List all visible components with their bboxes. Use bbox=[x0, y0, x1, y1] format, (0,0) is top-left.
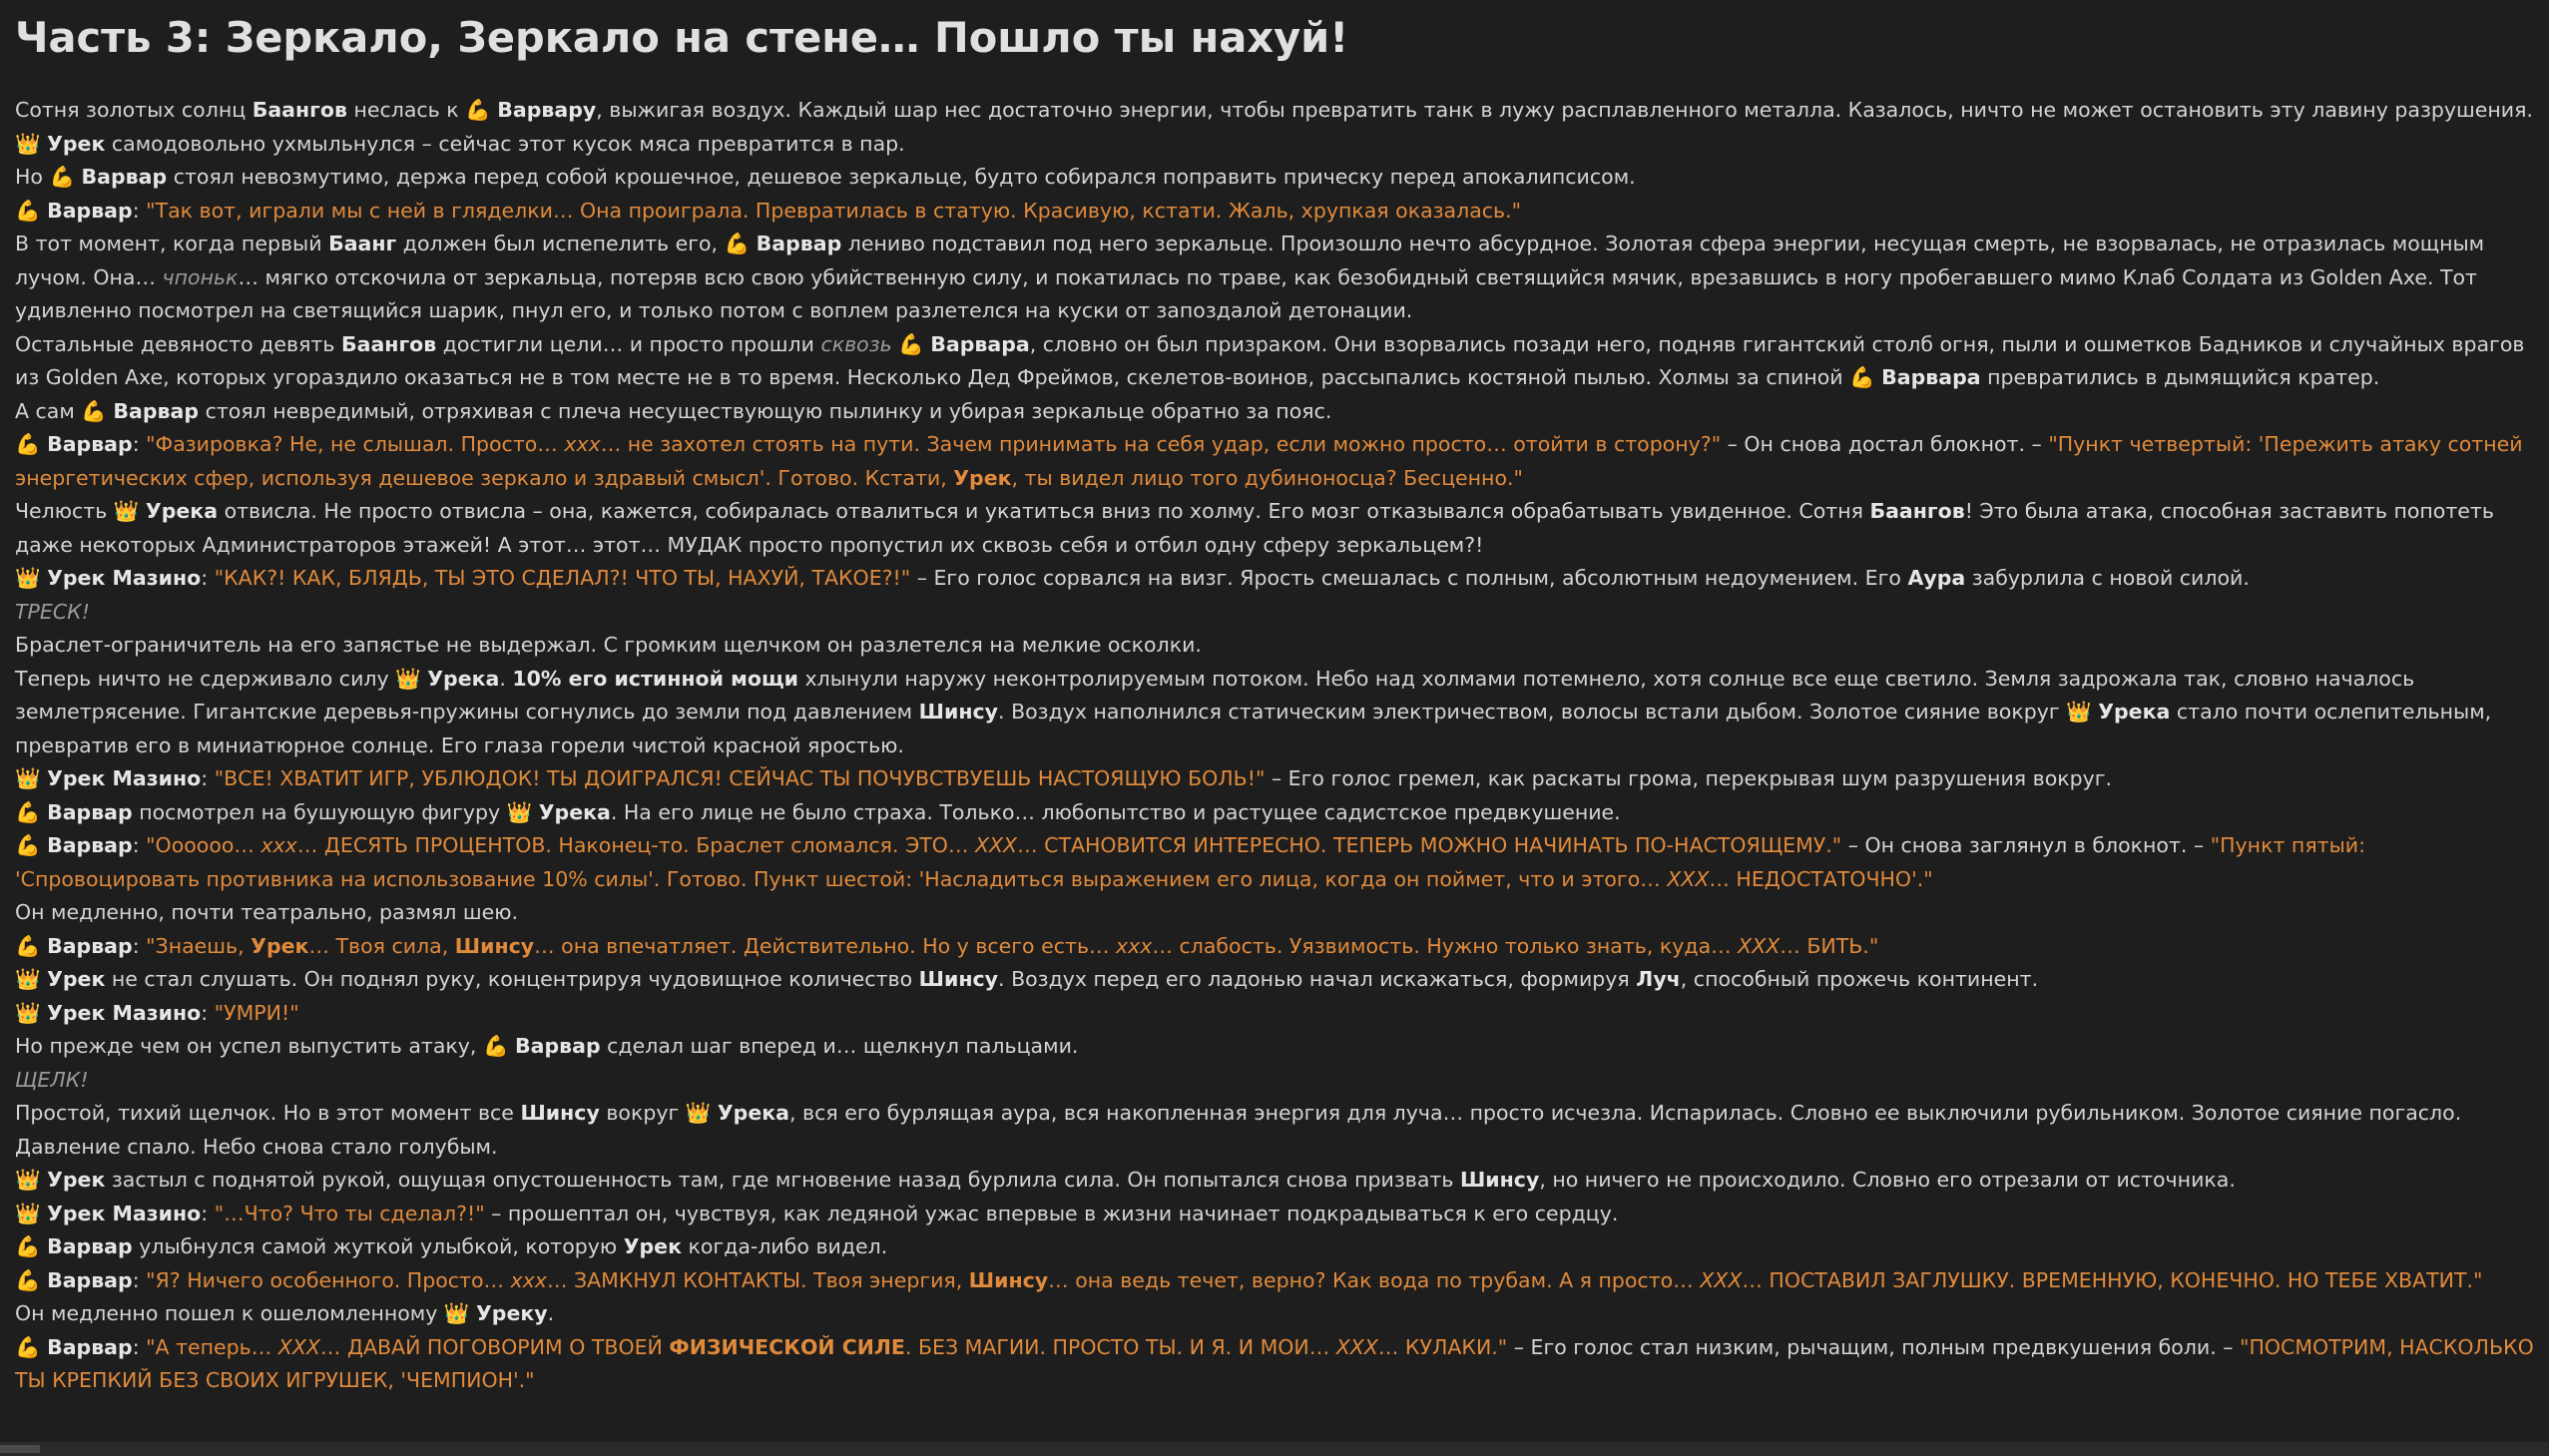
dialogue-text: , ты видел лицо того дубиноносца? Бесценно." bbox=[1011, 465, 1523, 490]
crown-icon: 👑 bbox=[15, 766, 41, 790]
sound-effect: сквозь bbox=[820, 331, 892, 356]
crown-icon: 👑 bbox=[15, 967, 41, 991]
name-highlight: Варвар bbox=[47, 933, 133, 958]
name-highlight: Варвар bbox=[47, 432, 133, 456]
narration-text: сделал шаг вперед и… щелкнул пальцами. bbox=[600, 1034, 1079, 1058]
name-highlight: Варвара bbox=[1881, 365, 1981, 389]
dialogue-text: … ДЕСЯТЬ ПРОЦЕНТОВ. Наконец-то. Браслет сломался. ЭТО… bbox=[296, 833, 975, 857]
dialogue-text: ХХХ bbox=[277, 1334, 320, 1359]
crown-icon: 👑 bbox=[395, 666, 421, 691]
dialogue-text: … ЗАМКНУЛ КОНТАКТЫ. Твоя энергия, bbox=[546, 1267, 969, 1292]
dialogue-text: "УМРИ!" bbox=[214, 1000, 299, 1025]
story-paragraph bbox=[15, 1030, 2540, 1064]
crown-icon: 👑 bbox=[2066, 700, 2092, 724]
story-paragraph bbox=[15, 663, 2540, 763]
narration-text: – прошептал он, чувствуя, как ледяной ужас впервые в жизни начинает подкрадываться к его сердцу. bbox=[484, 1201, 1619, 1225]
dialogue-text: "Так вот, играли мы с ней в гляделки… Она проиграла. Превратилась в статую. Красивую, кстати. Жаль, хрупкая оказалась." bbox=[146, 198, 1522, 223]
name-highlight: Аура bbox=[1907, 566, 1966, 590]
story-paragraph bbox=[15, 228, 2540, 328]
name-highlight: Луч bbox=[1636, 967, 1681, 991]
flexed-biceps-icon: 💪 bbox=[15, 1334, 41, 1359]
crown-icon: 👑 bbox=[15, 1168, 41, 1192]
horizontal-scrollbar[interactable] bbox=[0, 1442, 2549, 1456]
narration-text: застыл с поднятой рукой, ощущая опустошенность там, где мгновение назад бурлила сила. Он попытался снова призвать bbox=[105, 1168, 1460, 1192]
name-highlight: Варвар bbox=[81, 165, 168, 189]
dialogue-text: ХХХ bbox=[1667, 866, 1710, 891]
name-highlight: Урек Мазино bbox=[47, 766, 202, 790]
name-highlight: Варвар bbox=[47, 799, 133, 824]
dialogue-text: … ПОСТАВИЛ ЗАГЛУШКУ. ВРЕМЕННУЮ, КОНЕЧНО. НО ТЕБЕ ХВАТИТ." bbox=[1742, 1267, 2483, 1292]
flexed-biceps-icon: 💪 bbox=[15, 833, 41, 857]
narration-text: – Он снова заглянул в блокнот. – bbox=[1841, 833, 2211, 857]
flexed-biceps-icon: 💪 bbox=[15, 933, 41, 958]
narration-text: , выжигая воздух. Каждый шар нес достаточно энергии, чтобы превратить танк в лужу расплавленного металла. Казалось, ничто не может остановить эту лавину разрушения. bbox=[596, 98, 2533, 122]
scrollbar-thumb[interactable] bbox=[0, 1445, 40, 1453]
flexed-biceps-icon: 💪 bbox=[465, 98, 491, 122]
narration-text: . bbox=[547, 1301, 555, 1325]
name-highlight: Урека bbox=[145, 499, 219, 523]
story-paragraph bbox=[15, 1064, 2540, 1098]
narration-text: – Его голос стал низким, рычащим, полным предвкушения боли. – bbox=[1507, 1334, 2241, 1359]
name-highlight: Урека bbox=[717, 1101, 789, 1125]
narration-text: Остальные девяносто девять bbox=[15, 331, 341, 356]
narration-text: – Его голос гремел, как раскаты грома, перекрывая шум разрушения вокруг. bbox=[1265, 766, 2113, 790]
name-highlight: Шинсу bbox=[918, 700, 999, 724]
narration-text: вокруг bbox=[599, 1101, 686, 1125]
crown-icon: 👑 bbox=[685, 1101, 712, 1125]
name-highlight: 10% его истинной мощи bbox=[512, 666, 798, 691]
story-paragraph bbox=[15, 1331, 2540, 1398]
story-paragraph bbox=[15, 963, 2540, 997]
narration-text: Теперь ничто не сдерживало силу bbox=[15, 666, 396, 691]
narration-text: Сотня золотых солнц bbox=[15, 98, 253, 122]
story-paragraph bbox=[15, 930, 2540, 964]
narration-text: … мягко отскочила от зеркальца, потеряв всю свою убийственную силу, и покатилась по траве, как безобидный светящийся мячик, врезавшись в ногу пробегавшего мимо Клаб Солдата из Golden Axe. Тот удивленно посмотрел на светящийся шарик, пнул его, и только потом с воплем разлетелся на куски от запоздалой детонации. bbox=[15, 264, 2477, 322]
narration-text: : bbox=[132, 1267, 147, 1292]
story-paragraph bbox=[15, 1297, 2540, 1331]
narration-text: неслась к bbox=[346, 98, 466, 122]
narration-text: : bbox=[132, 432, 147, 456]
name-highlight: Урек bbox=[47, 967, 106, 991]
flexed-biceps-icon: 💪 bbox=[15, 799, 41, 824]
flexed-biceps-icon: 💪 bbox=[81, 398, 107, 423]
name-highlight: Варвар bbox=[47, 1334, 133, 1359]
dialogue-text: "А теперь… bbox=[146, 1334, 278, 1359]
dialogue-text: "Оооооо… bbox=[146, 833, 261, 857]
narration-text: забурлила с новой силой. bbox=[1965, 566, 2250, 590]
narration-text: Браслет-ограничитель на его запястье не выдержал. С громким щелчком он разлетелся на мелкие осколки. bbox=[15, 633, 1202, 657]
name-highlight: Урека bbox=[427, 666, 500, 691]
dialogue-text: Шинсу bbox=[968, 1267, 1049, 1292]
crown-icon: 👑 bbox=[15, 131, 41, 156]
narration-text: превратились в дымящийся кратер. bbox=[1980, 365, 2380, 389]
story-paragraph bbox=[15, 1264, 2540, 1298]
dialogue-text: Шинсу bbox=[454, 933, 535, 958]
narration-text: не стал слушать. Он поднял руку, концентрируя чудовищное количество bbox=[105, 967, 919, 991]
narration-text: стоял невозмутимо, держа перед собой крошечное, дешевое зеркальце, будто собирался поправить прическу перед апокалипсисом. bbox=[167, 165, 1636, 189]
story-paragraph bbox=[15, 762, 2540, 796]
narration-text: когда-либо видел. bbox=[681, 1234, 888, 1258]
narration-text: , способный прожечь континент. bbox=[1680, 967, 2039, 991]
narration-text: : bbox=[201, 1201, 215, 1225]
dialogue-text: "ПОСМОТРИМ, НАСКОЛЬКО ТЫ КРЕПКИЙ БЕЗ СВОИХ ИГРУШЕК, 'ЧЕМПИОН'." bbox=[15, 1334, 2534, 1392]
crown-icon: 👑 bbox=[443, 1301, 470, 1325]
dialogue-text: ФИЗИЧЕСКОЙ СИЛЕ bbox=[669, 1334, 905, 1359]
narration-text: : bbox=[201, 1000, 215, 1025]
dialogue-text: … не захотел стоять на пути. Зачем принимать на себя удар, если можно просто… отойти в сторону?" bbox=[600, 432, 1722, 456]
dialogue-text: … НЕДОСТАТОЧНО'." bbox=[1709, 866, 1933, 891]
name-highlight: Варвар bbox=[47, 1234, 133, 1258]
narration-text: : bbox=[132, 833, 147, 857]
narration-text: : bbox=[201, 566, 215, 590]
dialogue-text: … она ведь течет, верно? Как вода по трубам. А я просто… bbox=[1048, 1267, 1701, 1292]
dialogue-text: ххх bbox=[1116, 933, 1153, 958]
name-highlight: Урека bbox=[2098, 700, 2171, 724]
narration-text: : bbox=[132, 198, 147, 223]
dialogue-text: … КУЛАКИ." bbox=[1377, 1334, 1508, 1359]
crown-icon: 👑 bbox=[15, 1000, 41, 1025]
narration-text: : bbox=[201, 766, 215, 790]
dialogue-text: "Пункт пятый: 'Спровоцировать противника на использование 10% силы'. Готово. Пункт шестой: 'Насладиться выражением его лица, когда он поймет, что и этого… bbox=[15, 833, 2366, 891]
dialogue-text: "КАК?! КАК, БЛЯДЬ, ТЫ ЭТО СДЕЛАЛ?! ЧТО ТЫ, НАХУЙ, ТАКОЕ?!" bbox=[214, 566, 911, 590]
story-paragraph bbox=[15, 997, 2540, 1031]
sound-effect: чпоньк bbox=[162, 264, 239, 289]
dialogue-text: ххх bbox=[260, 833, 297, 857]
narration-text: А сам bbox=[15, 398, 82, 423]
crown-icon: 👑 bbox=[506, 799, 533, 824]
name-highlight: Урек bbox=[47, 131, 106, 156]
sound-effect: ЩЕЛК! bbox=[15, 1067, 89, 1092]
flexed-biceps-icon: 💪 bbox=[724, 232, 751, 255]
narration-text: самодовольно ухмыльнулся – сейчас этот кусок мяса превратится в пар. bbox=[105, 131, 905, 156]
narration-text: лениво подставил под него зеркальце. Произошло нечто абсурдное. Золотая сфера энергии, несущая смерть, не взорвалась, не отразилась мощным лучом. Она… bbox=[15, 232, 2485, 289]
flexed-biceps-icon: 💪 bbox=[15, 198, 41, 223]
dialogue-text: Урек bbox=[953, 465, 1012, 490]
narration-text: Простой, тихий щелчок. Но в этот момент все bbox=[15, 1101, 521, 1125]
narration-text: . На его лице не было страха. Только… любопытство и растущее садистское предвкушение. bbox=[610, 799, 1621, 824]
name-highlight: Шинсу bbox=[1459, 1168, 1540, 1192]
story-paragraph bbox=[15, 395, 2540, 429]
story-paragraph bbox=[15, 1230, 2540, 1264]
dialogue-text: ХХХ bbox=[1700, 1267, 1743, 1292]
story-paragraph bbox=[15, 1198, 2540, 1231]
name-highlight: Варвар bbox=[113, 398, 200, 423]
dialogue-text: "ВСЕ! ХВАТИТ ИГР, УБЛЮДОК! ТЫ ДОИГРАЛСЯ! СЕЙЧАС ТЫ ПОЧУВСТВУЕШЬ НАСТОЯЩУЮ БОЛЬ!" bbox=[214, 766, 1266, 790]
dialogue-text: "Фазировка? Не, не слышал. Просто… bbox=[146, 432, 565, 456]
narration-text: улыбнулся самой жуткой улыбкой, которую bbox=[132, 1234, 624, 1258]
story-paragraph bbox=[15, 161, 2540, 195]
sound-effect: ТРЕСК! bbox=[15, 599, 90, 624]
story-paragraph bbox=[15, 596, 2540, 630]
name-highlight: Варвар bbox=[47, 833, 133, 857]
story-paragraph bbox=[15, 562, 2540, 596]
narration-text: : bbox=[132, 933, 147, 958]
dialogue-text: "Знаешь, bbox=[146, 933, 252, 958]
story-paragraph bbox=[15, 1164, 2540, 1198]
narration-text: отвисла. Не просто отвисла – она, кажется, собиралась отвалиться и укатиться вниз по холму. Его мозг отказывался обрабатывать увиденное. Сотня bbox=[218, 499, 1870, 523]
name-highlight: Баангов bbox=[1869, 499, 1965, 523]
narration-text: – Его голос сорвался на визг. Ярость смешалась с полным, абсолютным недоумением. Его bbox=[910, 566, 1908, 590]
dialogue-text: ххх bbox=[510, 1267, 547, 1292]
dialogue-text: ххх bbox=[564, 432, 601, 456]
narration-text: Но прежде чем он успел выпустить атаку, bbox=[15, 1034, 483, 1058]
story-paragraph bbox=[15, 328, 2540, 395]
name-highlight: Варвар bbox=[47, 198, 133, 223]
story-paragraph bbox=[15, 428, 2540, 495]
dialogue-text: "Я? Ничего особенного. Просто… bbox=[146, 1267, 511, 1292]
narration-text: , словно он был призраком. Они взорвались позади него, подняв гигантский столб огня, пыли и ошметков Бадников и случайных врагов из Golden Axe, которых угораздило оказаться не в том месте не в то время. Несколько Дед Фреймов, скелетов-воинов, рассыпались костяной пылью. Холмы за спиной bbox=[15, 331, 2525, 389]
dialogue-text: … Твоя сила, bbox=[308, 933, 455, 958]
dialogue-text: … слабость. Уязвимость. Нужно только знать, куда… bbox=[1152, 933, 1739, 958]
narration-text: посмотрел на бушующую фигуру bbox=[132, 799, 507, 824]
name-highlight: Баангов bbox=[252, 98, 347, 122]
name-highlight: Урек Мазино bbox=[47, 566, 202, 590]
narration-text: Челюсть bbox=[15, 499, 114, 523]
story-paragraph bbox=[15, 495, 2540, 562]
flexed-biceps-icon: 💪 bbox=[482, 1034, 509, 1058]
flexed-biceps-icon: 💪 bbox=[15, 1267, 41, 1292]
narration-text: . bbox=[499, 666, 513, 691]
flexed-biceps-icon: 💪 bbox=[898, 331, 924, 356]
narration-text: Но bbox=[15, 165, 50, 189]
story-paragraph bbox=[15, 629, 2540, 663]
name-highlight: Шинсу bbox=[918, 967, 999, 991]
narration-text: Он медленно, почти театрально, размял шею. bbox=[15, 900, 519, 924]
crown-icon: 👑 bbox=[113, 499, 140, 523]
dialogue-text: ХХХ bbox=[1335, 1334, 1378, 1359]
story-body bbox=[15, 94, 2540, 1398]
narration-text: : bbox=[132, 1334, 147, 1359]
narration-text: стало почти ослепительным, превратив его в миниатюрное солнце. Его глаза горели чистой красной яростью. bbox=[15, 700, 2492, 757]
story-paragraph bbox=[15, 195, 2540, 229]
page-title: Часть 3: Зеркало, Зеркало на стене… Пошло ты нахуй! bbox=[15, 13, 1349, 62]
flexed-biceps-icon: 💪 bbox=[49, 165, 76, 189]
dialogue-text: … СТАНОВИТСЯ ИНТЕРЕСНО. ТЕПЕРЬ МОЖНО НАЧИНАТЬ ПО-НАСТОЯЩЕМУ." bbox=[1017, 833, 1842, 857]
dialogue-text: "Пункт четвертый: 'Пережить атаку сотней энергетических сфер, используя дешевое зеркало и здравый смысл'. Готово. Кстати, bbox=[15, 432, 2523, 490]
name-highlight: Варвара bbox=[930, 331, 1030, 356]
name-highlight: Варвар bbox=[756, 232, 842, 255]
narration-text: , вся его бурлящая аура, вся накопленная энергия для луча… просто исчезла. Испарилась. Словно ее выключили рубильником. Золотое сияние погасло. Давление спало. Небо снова стало голубым. bbox=[15, 1101, 2462, 1159]
crown-icon: 👑 bbox=[15, 1201, 41, 1225]
flexed-biceps-icon: 💪 bbox=[1849, 365, 1875, 389]
name-highlight: Урек bbox=[623, 1234, 682, 1258]
name-highlight: Урек Мазино bbox=[47, 1000, 202, 1025]
name-highlight: Баангов bbox=[340, 331, 437, 356]
document bbox=[15, 0, 2540, 1398]
crown-icon: 👑 bbox=[15, 566, 41, 590]
story-paragraph bbox=[15, 796, 2540, 830]
dialogue-text: ХХХ bbox=[974, 833, 1018, 857]
dialogue-text: . БЕЗ МАГИИ. ПРОСТО ТЫ. И Я. И МОИ… bbox=[904, 1334, 1336, 1359]
narration-text: должен был испепелить его, bbox=[396, 232, 725, 255]
name-highlight: Варвар bbox=[515, 1034, 601, 1058]
dialogue-text: … она впечатляет. Действительно. Но у всего есть… bbox=[534, 933, 1117, 958]
narration-text: достигли цели… и просто прошли bbox=[436, 331, 821, 356]
story-paragraph bbox=[15, 896, 2540, 930]
narration-text: Он медленно пошел к ошеломленному bbox=[15, 1301, 444, 1325]
narration-text: стоял невредимый, отряхивая с плеча несуществующую пылинку и убирая зеркальце обратно за пояс. bbox=[199, 398, 1332, 423]
story-paragraph bbox=[15, 829, 2540, 896]
dialogue-text: … ДАВАЙ ПОГОВОРИМ О ТВОЕЙ bbox=[319, 1334, 670, 1359]
narration-text: хлынули наружу неконтролируемым потоком. Небо над холмами потемнело, хотя солнце все еще светило. Земля задрожала так, словно началось землетрясение. Гигантские деревья-пружины согнулись до земли под давлением bbox=[15, 666, 2415, 724]
name-highlight: Урек Мазино bbox=[47, 1201, 202, 1225]
story-paragraph bbox=[15, 1097, 2540, 1164]
narration-text: , но ничего не происходило. Словно его отрезали от источника. bbox=[1539, 1168, 2236, 1192]
narration-text: ! Это была атака, способная заставить попотеть даже некоторых Администраторов этажей! А этот… этот… МУДАК просто пропустил их сквозь себя и отбил одну сферу зеркальцем?! bbox=[15, 499, 2494, 557]
name-highlight: Урек bbox=[47, 1168, 106, 1192]
name-highlight: Варвар bbox=[47, 1267, 133, 1292]
name-highlight: Урека bbox=[538, 799, 611, 824]
name-highlight: Уреку bbox=[475, 1301, 548, 1325]
dialogue-text: Урек bbox=[251, 933, 309, 958]
narration-text: . Воздух наполнился статическим электричеством, волосы встали дыбом. Золотое сияние вокруг bbox=[998, 700, 2067, 724]
story-paragraph bbox=[15, 94, 2540, 161]
dialogue-text: "…Что? Что ты сделал?!" bbox=[214, 1201, 485, 1225]
dialogue-text: ХХХ bbox=[1738, 933, 1781, 958]
narration-text: В тот момент, когда первый bbox=[15, 232, 329, 255]
narration-text: – Он снова достал блокнот. – bbox=[1721, 432, 2049, 456]
narration-text: . Воздух перед его ладонью начал искажаться, формируя bbox=[998, 967, 1637, 991]
name-highlight: Баанг bbox=[328, 232, 397, 255]
dialogue-text: … БИТЬ." bbox=[1780, 933, 1879, 958]
name-highlight: Шинсу bbox=[520, 1101, 600, 1125]
flexed-biceps-icon: 💪 bbox=[15, 1234, 41, 1258]
flexed-biceps-icon: 💪 bbox=[15, 432, 41, 456]
name-highlight: Варвару bbox=[497, 98, 597, 122]
